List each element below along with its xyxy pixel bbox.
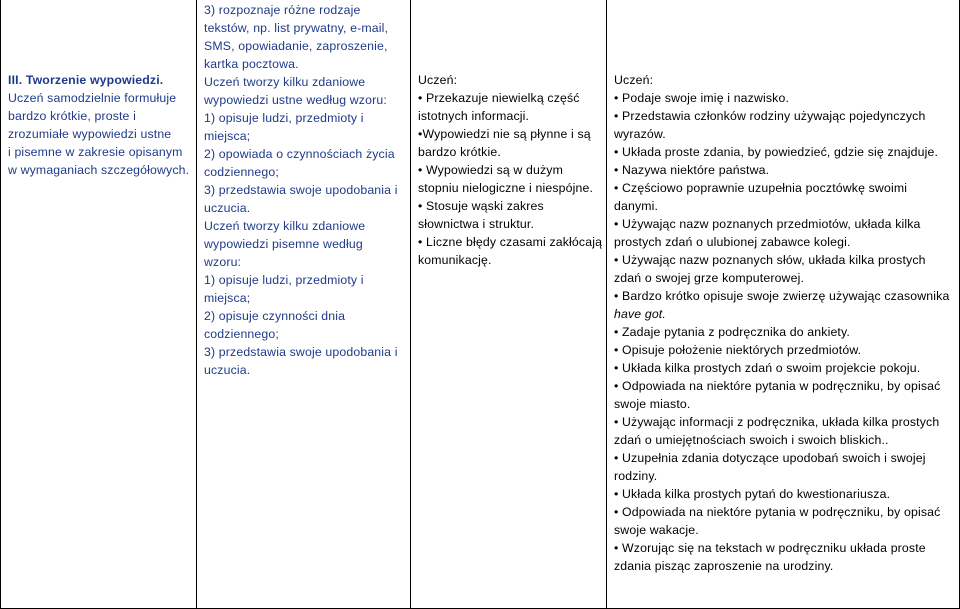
activity-line: • Układa proste zdania, by powiedzieć, gdzie się znajduje. <box>614 145 939 159</box>
written-heading: wypowiedzi pisemne według <box>204 237 363 251</box>
activity-line: • Układa kilka prostych pytań do kwestionariusza. <box>614 487 891 501</box>
text-line: w wymaganiach szczegółowych. <box>8 163 190 177</box>
oral-heading: wypowiedzi ustne według wzoru: <box>204 93 387 107</box>
activity-line: swoje wakacje. <box>614 523 699 537</box>
oral-item: codziennego; <box>204 165 279 179</box>
activity-line: wyrazów. <box>614 127 666 141</box>
written-item: miejsca; <box>204 291 251 305</box>
activity-line: • Nazywa niektóre państwa. <box>614 163 770 177</box>
activity-line: prostych zdań o ulubionej zabawce kolegi. <box>614 235 851 249</box>
activity-line: • Używając nazw poznanych przedmiotów, układa kilka <box>614 217 921 231</box>
criterion-line: stopniu nielogiczne i niespójne. <box>418 181 594 195</box>
activity-line: • Używając nazw poznanych słów, układa kilka prostych <box>614 253 926 267</box>
written-heading: Uczeń tworzy kilku zdaniowe <box>204 219 366 233</box>
criterion-line: istotnych informacji. <box>418 109 530 123</box>
activity-line: zdań o swojej grze komputerowej. <box>614 271 805 285</box>
oral-item: 2) opowiada o czynnościach życia <box>204 147 395 161</box>
activity-line: • Częściowo poprawnie uzupełnia pocztówkę swoimi <box>614 181 908 195</box>
activity-line: • Uzupełnia zdania dotyczące upodobań swoich i swojej <box>614 451 926 465</box>
criterion-line: słownictwa i struktur. <box>418 217 535 231</box>
oral-item: 3) przedstawia swoje upodobania i <box>204 183 398 197</box>
text-line: Uczeń samodzielnie formułuje <box>8 91 177 105</box>
oral-heading: Uczeń tworzy kilku zdaniowe <box>204 75 366 89</box>
text-line: SMS, opowiadanie, zaproszenie, <box>204 39 388 53</box>
written-item: 2) opisuje czynności dnia <box>204 309 346 323</box>
column-heading: Uczeń: <box>614 73 654 87</box>
activity-line: • Podaje swoje imię i nazwisko. <box>614 91 790 105</box>
section-heading: III. Tworzenie wypowiedzi. <box>8 73 164 87</box>
activity-line: rodziny. <box>614 469 658 483</box>
activity-line: • Odpowiada na niektóre pytania w podręczniku, by opisać <box>614 505 941 519</box>
column-detailed-requirements <box>204 0 402 379</box>
column-example-activities <box>614 71 956 575</box>
column-grade-criteria <box>418 71 603 269</box>
written-item: uczucia. <box>204 363 251 377</box>
text-line: zrozumiałe wypowiedzi ustne <box>8 127 172 141</box>
column-general-requirement <box>8 71 188 179</box>
text-line: kartka pocztowa. <box>204 57 299 71</box>
activity-line: • Bardzo krótko opisuje swoje zwierzę używając czasownika <box>614 289 950 303</box>
oral-item: miejsca; <box>204 129 251 143</box>
text-line: tekstów, np. list prywatny, e-mail, <box>204 21 389 35</box>
activity-line: • Układa kilka prostych zdań o swoim projekcie pokoju. <box>614 361 921 375</box>
written-item: codziennego; <box>204 327 279 341</box>
written-item: 3) przedstawia swoje upodobania i <box>204 345 398 359</box>
activity-line: zdania pisząc zaproszenie na urodziny. <box>614 559 834 573</box>
written-item: 1) opisuje ludzi, przedmioty i <box>204 273 364 287</box>
oral-item: 1) opisuje ludzi, przedmioty i <box>204 111 364 125</box>
activity-line: swoje miasto. <box>614 397 691 411</box>
activity-line: zdań o umiejętnościach swoich i swoich bliskich.. <box>614 433 889 447</box>
activity-line: • Odpowiada na niektóre pytania w podręczniku, by opisać <box>614 379 941 393</box>
activity-line-italic: have got. <box>614 307 666 321</box>
criterion-line: • Wypowiedzi są w dużym <box>418 163 564 177</box>
column-divider-1 <box>196 0 197 609</box>
criterion-line: • Przekazuje niewielką część <box>418 91 580 105</box>
column-heading: Uczeń: <box>418 73 458 87</box>
text-line: bardzo krótkie, proste i <box>8 109 136 123</box>
text-line: 3) rozpoznaje różne rodzaje <box>204 3 361 17</box>
criterion-line: •Wypowiedzi nie są płynne i są <box>418 127 591 141</box>
activity-line: • Opisuje położenie niektórych przedmiotów. <box>614 343 862 357</box>
activity-line: • Wzorując się na tekstach w podręczniku układa proste <box>614 541 926 555</box>
oral-item: uczucia. <box>204 201 251 215</box>
criterion-line: • Liczne błędy czasami zakłócają <box>418 235 603 249</box>
written-heading: wzoru: <box>204 255 242 269</box>
activity-line: • Zadaje pytania z podręcznika do ankiety. <box>614 325 850 339</box>
text-line: i pisemne w zakresie opisanym <box>8 145 183 159</box>
table-border-left <box>0 0 1 609</box>
activity-line: • Używając informacji z podręcznika, układa kilka prostych <box>614 415 940 429</box>
activity-line: danymi. <box>614 199 659 213</box>
column-divider-2 <box>410 0 411 609</box>
activity-line: • Przedstawia członków rodziny używając pojedynczych <box>614 109 926 123</box>
criterion-line: komunikację. <box>418 253 492 267</box>
column-divider-3 <box>606 0 607 609</box>
criterion-line: bardzo krótkie. <box>418 145 501 159</box>
criterion-line: • Stosuje wąski zakres <box>418 199 544 213</box>
